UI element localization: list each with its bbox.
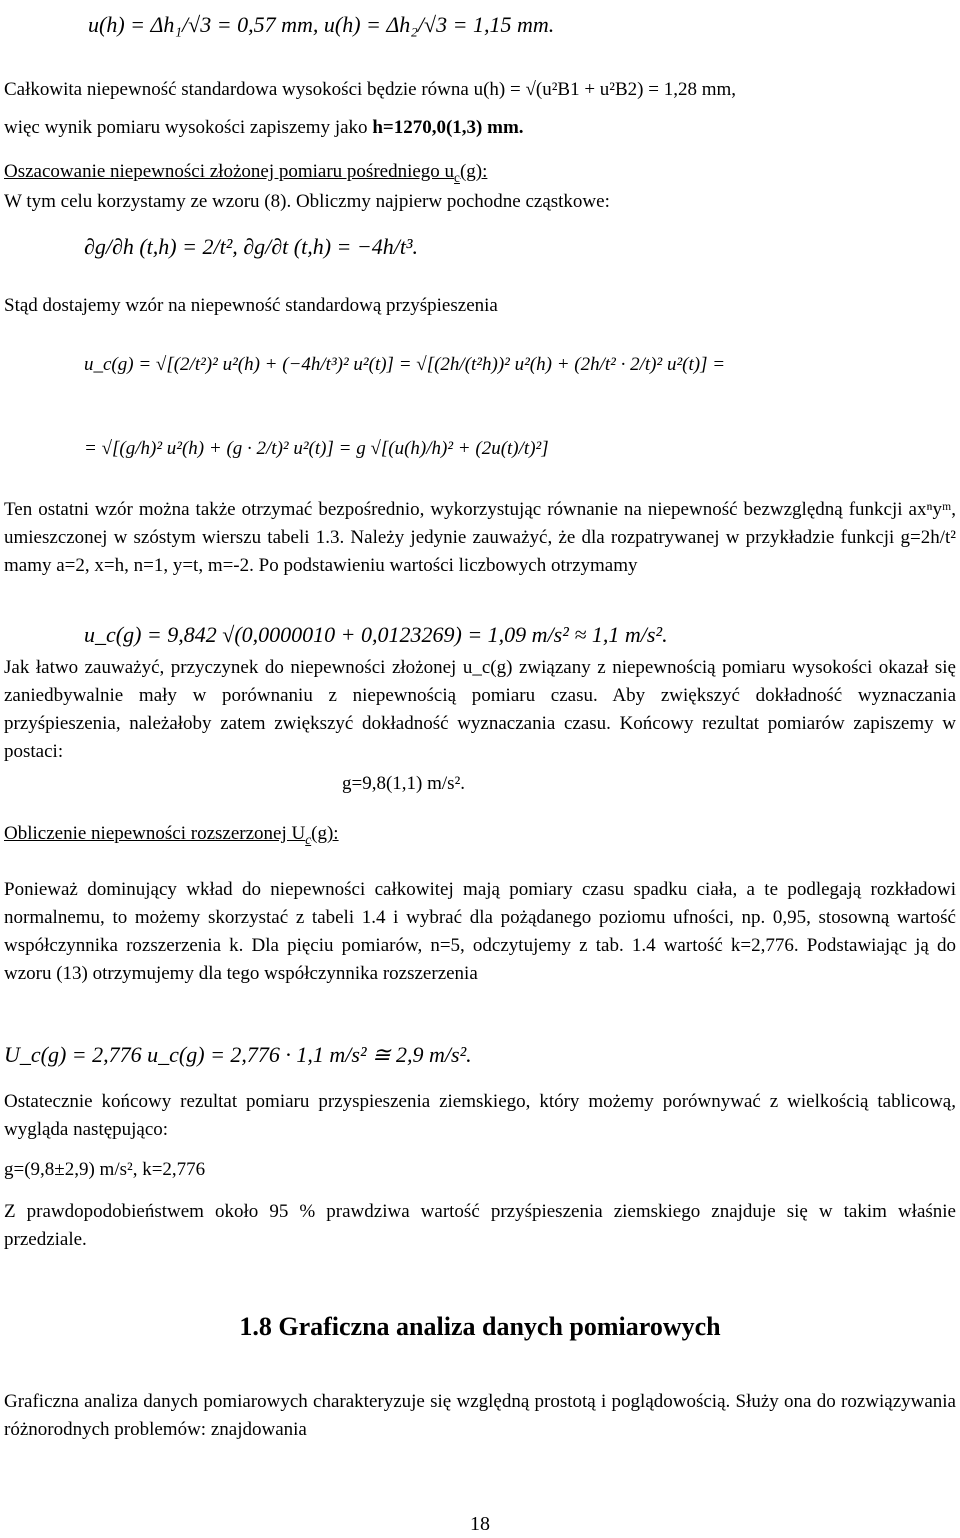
section-combined-uncertainty <box>4 158 956 186</box>
page-number-text: 18 <box>470 1513 490 1535</box>
paragraph-probability <box>4 1198 956 1254</box>
section-heading <box>0 1310 960 1344</box>
height-result: h=1270,0(1,3) mm. <box>372 117 524 138</box>
section-title-tail: (g): <box>311 823 339 844</box>
paragraph-text: Z prawdopodobieństwem około 95 % prawdziwa wartość przyśpieszenia ziemskiego znajduje się w takim właśnie przedziale. <box>4 1201 956 1250</box>
paragraph-text: Ten ostatni wzór można także otrzymać bezpośrednio, wykorzystując równanie na niepewność bezwzględną funkcji axⁿyᵐ, umieszczonej w szóstym wierszu tabeli 1.3. Należy jedynie zauważyć, że dla rozpatrywanej w przykładzie funkcji g=2h/t² mamy a=2, x=h, n=1, y=t, m=-2. Po podstawieniu wartości liczbowych otrzymamy <box>4 499 956 576</box>
paragraph-direct-derivation <box>4 496 956 580</box>
paragraph-text: Całkowita niepewność standardowa wysokości będzie równa u(h) = √(u²B1 + u²B2) = 1,28 mm, <box>4 79 737 100</box>
paragraph-text: Stąd dostajemy wzór na niepewność standardową przyśpieszenia <box>4 295 498 316</box>
paragraph-text: Ostatecznie końcowy rezultat pomiaru przyspieszenia ziemskiego, który możemy porównywać z wielkością tablicową, wygląda następująco: <box>4 1091 956 1140</box>
section-title: Oszacowanie niepewności złożonej pomiaru pośredniego u <box>4 161 455 182</box>
subscript: c <box>305 831 312 847</box>
section-title: Obliczenie niepewności rozszerzonej U <box>4 823 306 844</box>
equation-numeric <box>84 620 668 650</box>
paragraph-final-result <box>4 1088 956 1144</box>
text-span: więc wynik pomiaru wysokości zapiszemy jako <box>4 117 373 138</box>
paragraph-graphical-analysis <box>4 1388 956 1444</box>
result-final <box>4 1156 956 1184</box>
equation-top-text: u(h) = Δh₁/√3 = 0,57 mm, u(h) = Δh₂/√3 = 1,15 mm. <box>88 12 555 37</box>
equation-text: ∂g/∂h (t,h) = 2/t², ∂g/∂t (t,h) = −4h/t³. <box>84 234 419 259</box>
paragraph-formula-intro <box>4 292 956 320</box>
page-number <box>0 1510 960 1538</box>
paragraph-contribution <box>4 654 956 766</box>
heading-text: 1.8 Graficzna analiza danych pomiarowych <box>239 1312 721 1341</box>
equation-text: u_c(g) = 9,842 √(0,0000010 + 0,0123269) = 1,09 m/s² ≈ 1,1 m/s². <box>84 622 668 647</box>
paragraph-height-result <box>4 114 956 142</box>
equation-Uc <box>4 1040 472 1070</box>
paragraph-derivatives-intro <box>4 188 956 216</box>
paragraph-total-uncertainty <box>4 76 956 104</box>
paragraph-coverage-factor <box>4 876 956 988</box>
paragraph-text: Graficzna analiza danych pomiarowych charakteryzuje się względną prostotą i poglądowością. Służy ona do rozwiązywania różnorodnych problemów: znajdowania <box>4 1391 956 1440</box>
equation-top <box>88 10 554 40</box>
paragraph-text: Jak łatwo zauważyć, przyczynek do niepewności złożonej u_c(g) związany z niepewnością pomiaru wysokości okazał się zaniedbywalnie mały w porównaniu z niepewnością pomiaru czasu. Aby zwiększyć dokładność wyznaczania przyśpieszenia, należałoby zatem zwiększyć dokładność wyznaczania czasu. Końcowy rezultat pomiarów zapiszemy w postaci: <box>4 657 956 762</box>
equation-text: = √[(g/h)² u²(h) + (g · 2/t)² u²(t)] = g √[(u(h)/h)² + (2u(t)/t)²] <box>84 438 549 459</box>
equation-partial-derivatives <box>84 232 418 262</box>
equation-text: U_c(g) = 2,776 u_c(g) = 2,776 · 1,1 m/s² ≅ 2,9 m/s². <box>4 1042 472 1067</box>
section-expanded-uncertainty <box>4 820 956 848</box>
equation-uc-line1 <box>84 350 725 380</box>
result-g <box>342 770 742 798</box>
section-title-tail: (g): <box>459 161 488 182</box>
equation-text: u_c(g) = √[(2/t²)² u²(h) + (−4h/t³)² u²(t)] = √[(2h/(t²h))² u²(h) + (2h/t² · 2/t)² u²(t)] = <box>84 354 726 375</box>
paragraph-text: Ponieważ dominujący wkład do niepewności całkowitej mają pomiary czasu spadku ciała, a te podlegają rozkładowi normalnemu, to możemy skorzystać z tabeli 1.4 i wybrać dla pożądanego poziomu ufności, np. 0,95, stosowną wartość współczynnika rozszerzenia k. Dla pięciu pomiarów, n=5, odczytujemy z tab. 1.4 wartość k=2,776. Podstawiając ją do wzoru (13) otrzymujemy dla tego współczynnika rozszerzenia <box>4 879 956 984</box>
subscript: c <box>454 169 460 185</box>
result-text: g=(9,8±2,9) m/s², k=2,776 <box>4 1159 206 1180</box>
result-text: g=9,8(1,1) m/s². <box>342 773 466 794</box>
equation-uc-line2 <box>84 434 549 464</box>
paragraph-text: W tym celu korzystamy ze wzoru (8). Obliczmy najpierw pochodne cząstkowe: <box>4 191 610 212</box>
